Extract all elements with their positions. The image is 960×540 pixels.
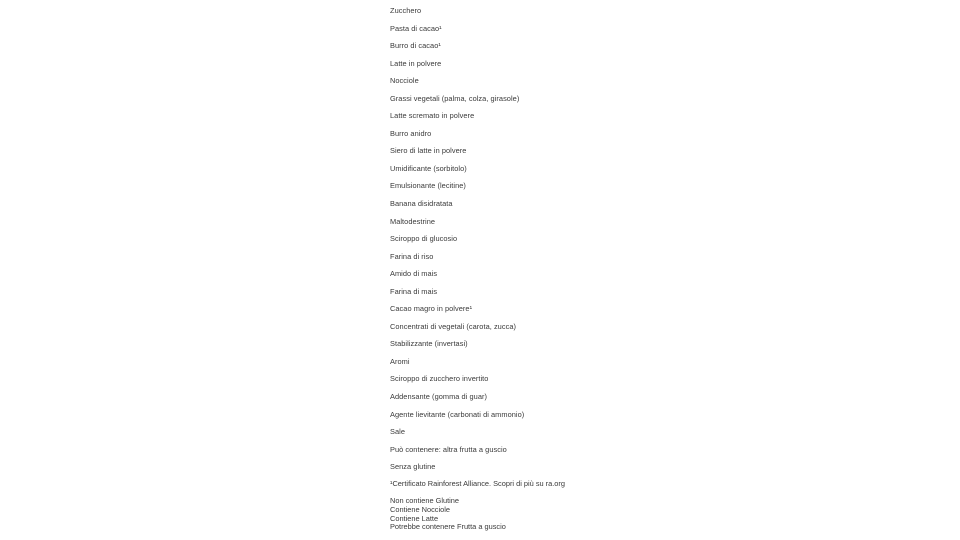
ingredient-item: Addensante (gomma di guar) <box>390 392 488 402</box>
ingredient-item: Emulsionante (lecitine) <box>390 181 466 191</box>
ingredient-item: Grassi vegetali (palma, colza, girasole) <box>390 93 520 103</box>
certification-note: ¹Certificato Rainforest Alliance. Scopri di più su ra.org <box>390 479 565 488</box>
ingredient-item: Zucchero <box>390 6 422 15</box>
ingredient-item: Farina di riso <box>390 251 434 261</box>
ingredient-item: Stabilizzante (invertasi) <box>390 339 468 349</box>
ingredient-item: Amido di mais <box>390 269 438 279</box>
ingredient-item: Agente lievitante (carbonati di ammonio) <box>390 409 525 419</box>
ingredient-item: Nocciole <box>390 76 419 86</box>
ingredient-item: Cacao magro in polvere¹ <box>390 304 473 314</box>
ingredient-item: Farina di mais <box>390 286 438 296</box>
ingredient-item: Pasta di cacao¹ <box>390 23 442 33</box>
ingredient-item: Può contenere: altra frutta a guscio <box>390 444 507 454</box>
ingredient-item: Sciroppo di glucosio <box>390 234 458 244</box>
allergen-item: Non contiene Glutine <box>390 496 460 505</box>
ingredient-item: Latte scremato in polvere <box>390 111 475 121</box>
ingredient-item: Senza glutine <box>390 462 436 472</box>
ingredient-item: Aromi <box>390 356 410 366</box>
allergen-item: Contiene Nocciole <box>390 504 450 514</box>
ingredient-item: Burro di cacao¹ <box>390 41 441 51</box>
ingredient-item: Sciroppo di zucchero invertito <box>390 374 489 384</box>
allergen-item: Potrebbe contenere Frutta a guscio <box>390 522 506 532</box>
allergen-item: Contiene Latte <box>390 513 439 523</box>
ingredient-item: Sale <box>390 427 405 437</box>
ingredient-item: Burro anidro <box>390 128 432 138</box>
ingredient-item: Latte in polvere <box>390 58 442 68</box>
ingredient-item: Siero di latte in polvere <box>390 146 467 156</box>
allergen-list <box>390 497 506 532</box>
ingredient-item: Umidificante (sorbitolo) <box>390 163 467 173</box>
ingredient-item: Banana disidratata <box>390 199 453 209</box>
ingredient-list <box>390 0 710 480</box>
ingredient-item: Maltodestrine <box>390 216 436 226</box>
ingredient-item: Concentrati di vegetali (carota, zucca) <box>390 321 517 331</box>
